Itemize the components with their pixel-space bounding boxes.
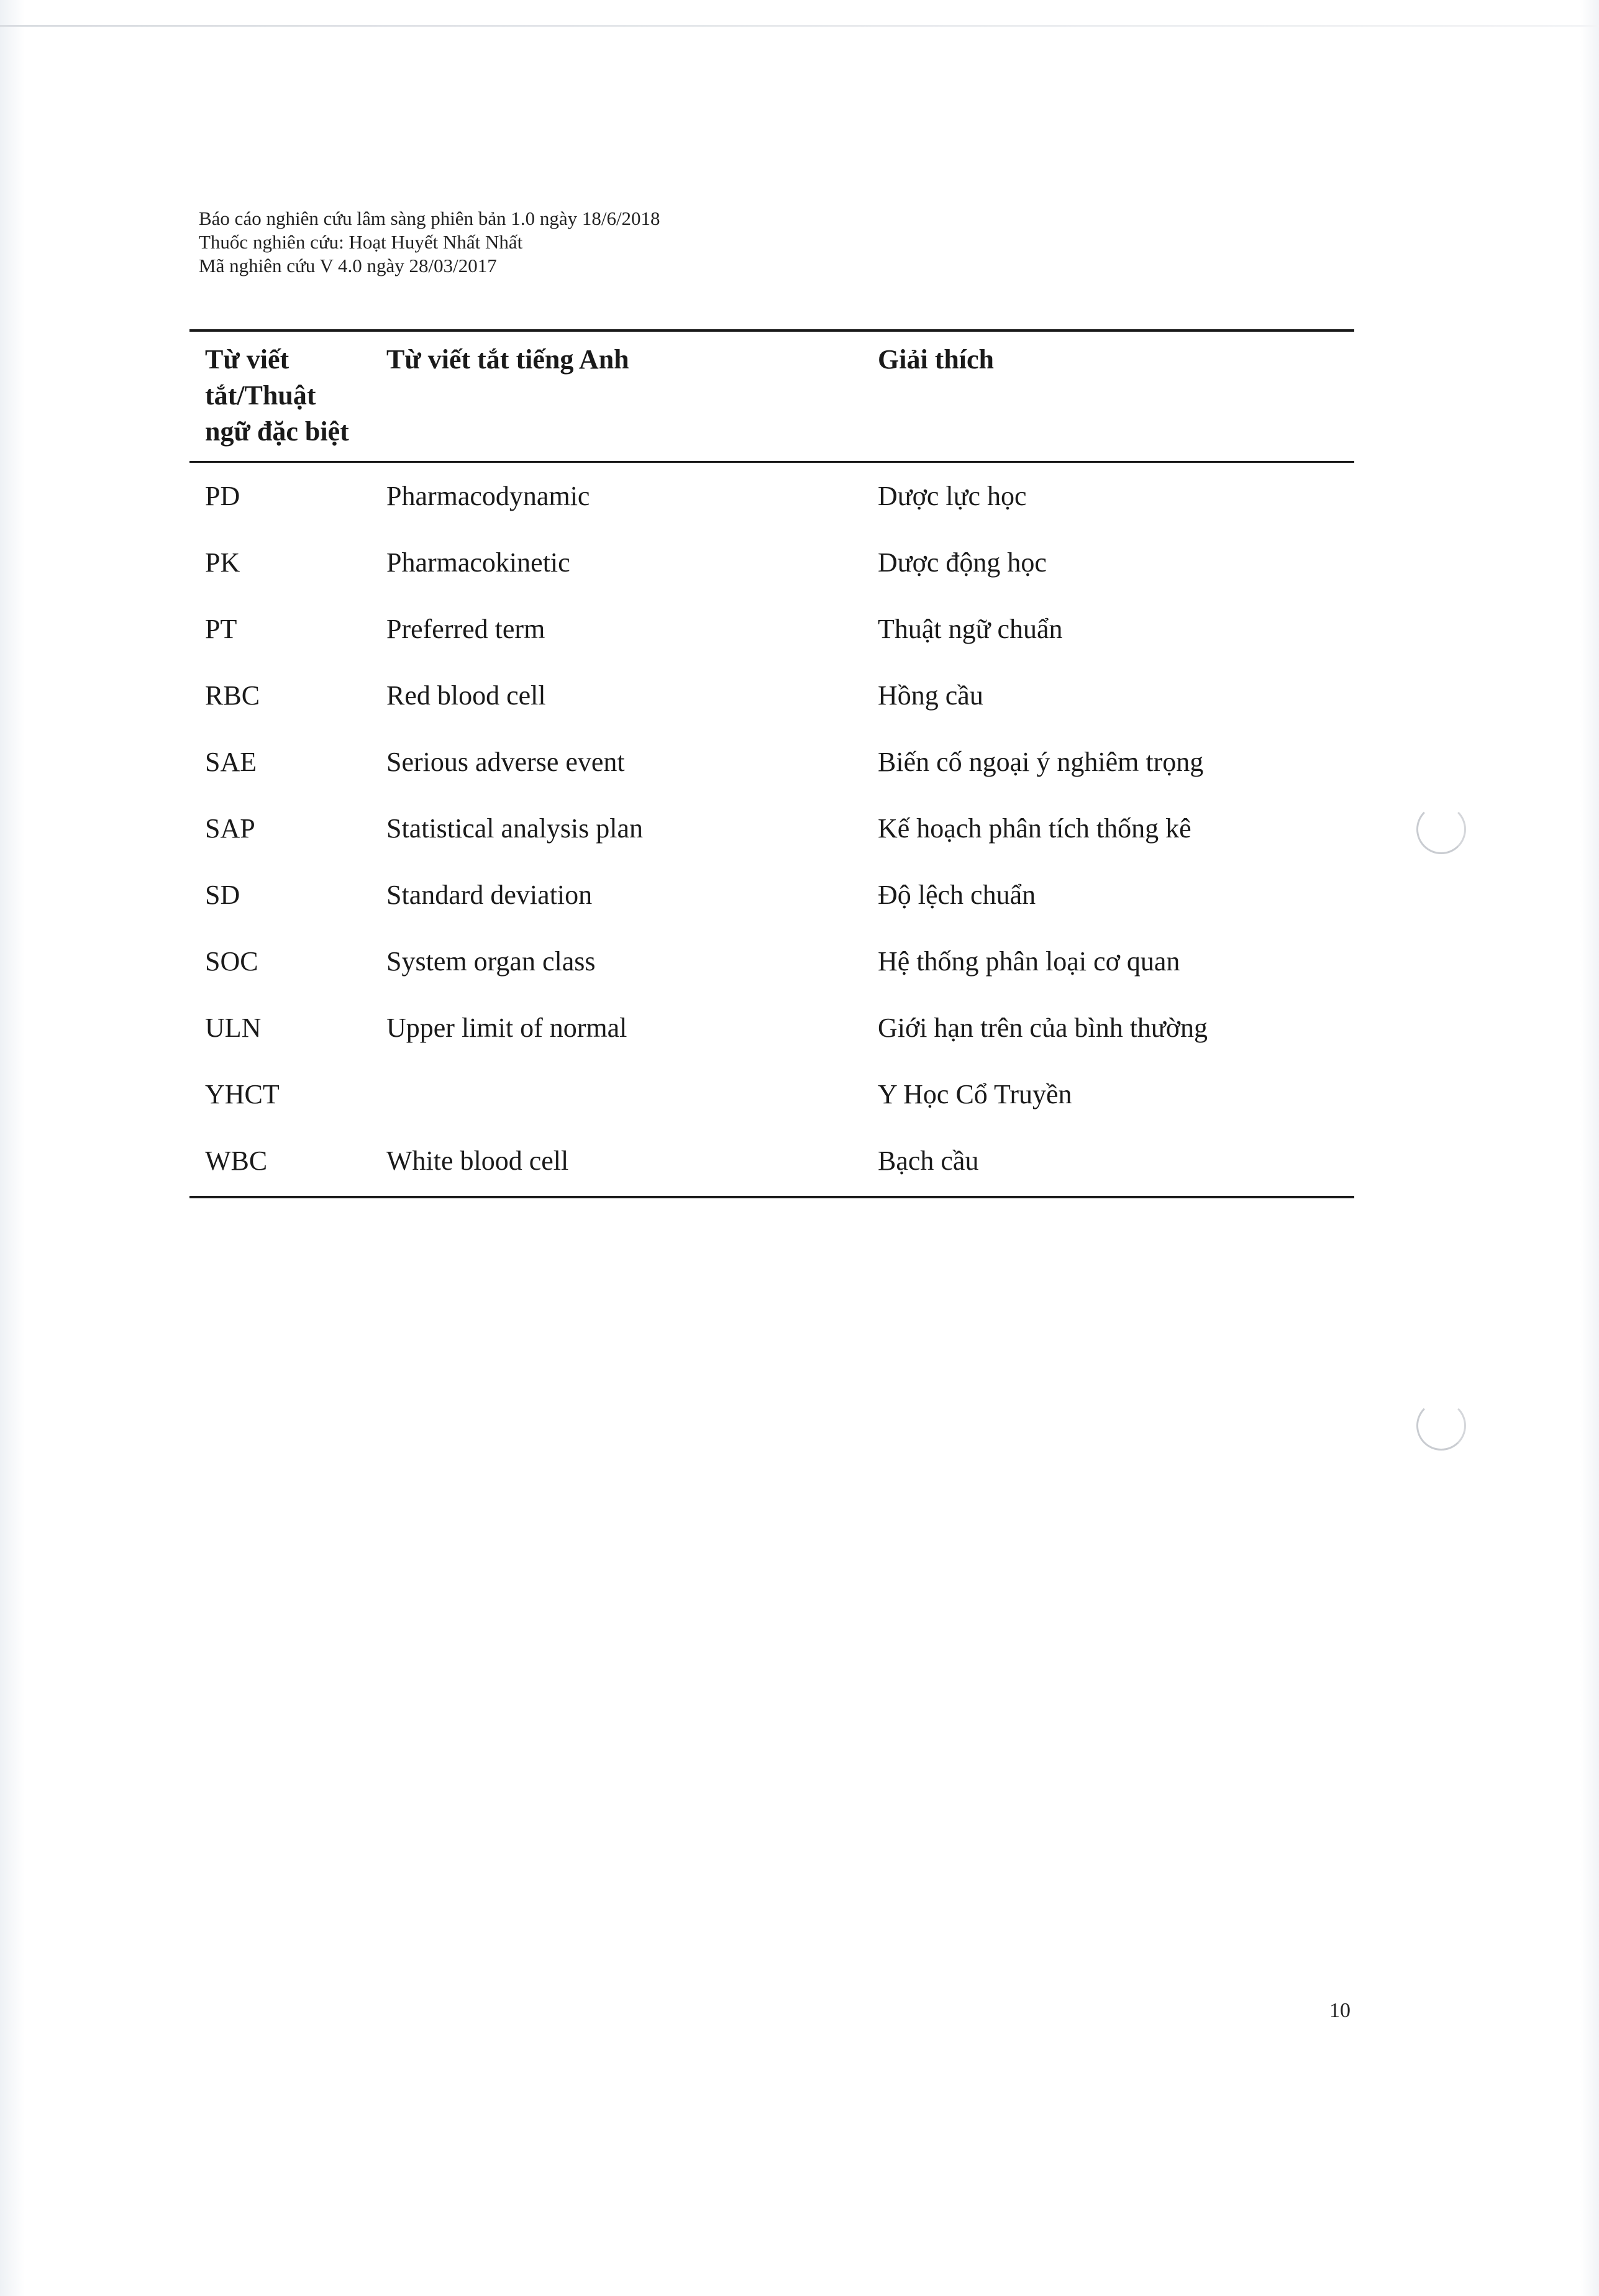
punch-hole [1416,1401,1466,1451]
table-row [189,1128,1354,1194]
cell-english: System organ class [386,946,596,977]
cell-abbreviation: PT [205,614,237,644]
document-header [199,207,660,278]
scan-edge-left [0,0,25,2296]
table-row [189,862,1354,928]
table-top-rule [189,329,1354,332]
table-row [189,596,1354,662]
cell-explanation: Y Học Cổ Truyền [878,1079,1072,1109]
cell-abbreviation: PD [205,481,240,511]
cell-abbreviation: SD [205,880,240,910]
page-number: 10 [1329,1999,1351,2022]
cell-abbreviation: RBC [205,680,260,711]
cell-explanation: Độ lệch chuẩn [878,880,1036,910]
cell-english: Serious adverse event [386,747,625,777]
cell-explanation: Dược lực học [878,481,1027,511]
punch-hole [1416,804,1466,854]
table-row [189,1061,1354,1128]
table-row [189,795,1354,862]
cell-abbreviation: SAE [205,747,257,777]
table-row [189,529,1354,596]
table-row [189,995,1354,1061]
table-header [189,342,1354,453]
table-body [189,463,1354,1194]
cell-explanation: Thuật ngữ chuẩn [878,614,1063,644]
header-study-drug: Thuốc nghiên cứu: Hoạt Huyết Nhất Nhất [199,231,523,253]
column-header-abbreviation: Từ viết tắt/Thuật ngữ đặc biệt [205,344,349,447]
cell-explanation: Giới hạn trên của bình thường [878,1013,1208,1043]
cell-english: Pharmacokinetic [386,547,570,578]
header-report-version: Báo cáo nghiên cứu lâm sàng phiên bản 1.0 ngày 18/6/2018 [199,207,660,229]
table-row [189,928,1354,995]
cell-english: White blood cell [386,1146,569,1176]
cell-explanation: Hệ thống phân loại cơ quan [878,946,1180,977]
table-bottom-rule [189,1196,1354,1198]
cell-english: Statistical analysis plan [386,813,644,844]
cell-english: Preferred term [386,614,545,644]
cell-abbreviation: SOC [205,946,258,977]
cell-explanation: Kế hoạch phân tích thống kê [878,813,1191,844]
table-row [189,662,1354,729]
cell-explanation: Hồng cầu [878,680,983,711]
cell-english: Upper limit of normal [386,1013,627,1043]
cell-explanation: Biến cố ngoại ý nghiêm trọng [878,747,1204,777]
cell-english: Red blood cell [386,680,546,711]
column-header-english: Từ viết tắt tiếng Anh [386,344,629,375]
scan-edge-right [1580,0,1599,2296]
column-header-explanation: Giải thích [878,344,995,375]
cell-abbreviation: YHCT [205,1079,280,1109]
cell-abbreviation: PK [205,547,240,578]
cell-abbreviation: SAP [205,813,255,844]
cell-explanation: Bạch cầu [878,1146,979,1176]
scan-edge-top [0,25,1599,27]
cell-abbreviation: WBC [205,1146,268,1176]
cell-abbreviation: ULN [205,1013,262,1043]
header-study-code: Mã nghiên cứu V 4.0 ngày 28/03/2017 [199,255,497,276]
cell-explanation: Dược động học [878,547,1047,578]
cell-english: Standard deviation [386,880,593,910]
table-row [189,729,1354,795]
cell-english: Pharmacodynamic [386,481,590,511]
table-row [189,463,1354,529]
